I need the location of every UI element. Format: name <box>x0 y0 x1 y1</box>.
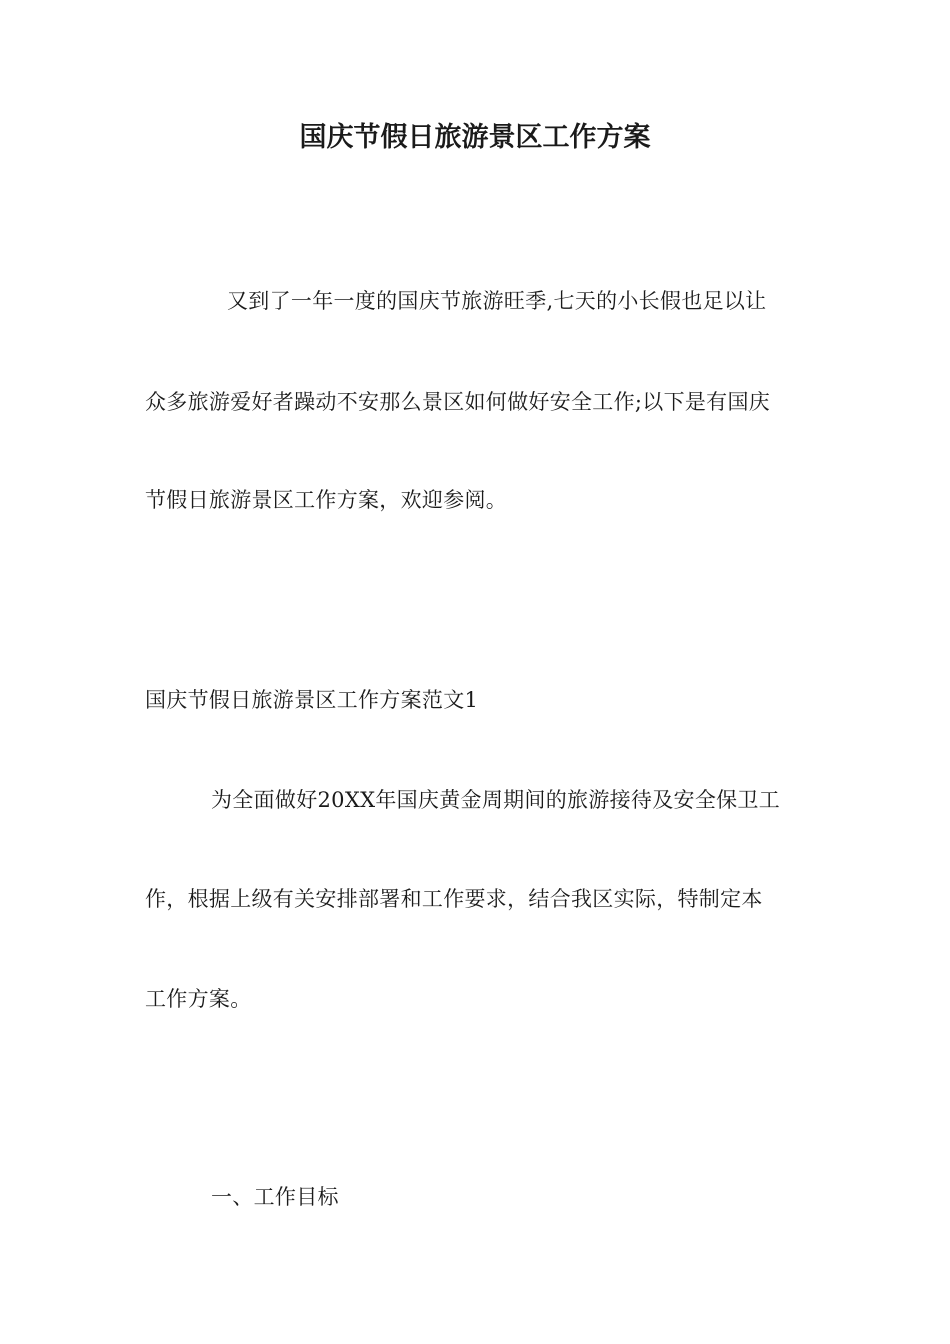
body-line-3: 工作方案。 <box>145 987 252 1011</box>
body-line-2: 作，根据上级有关安排部署和工作要求，结合我区实际，特制定本 <box>145 887 763 911</box>
intro-line-1: 又到了一年一度的国庆节旅游旺季,七天的小长假也足以让 <box>227 289 767 313</box>
section-heading: 国庆节假日旅游景区工作方案范文1 <box>145 688 479 712</box>
subheading: 一、工作目标 <box>211 1185 339 1209</box>
document-title: 国庆节假日旅游景区工作方案 <box>299 122 651 153</box>
body-line-1: 为全面做好20XX年国庆黄金周期间的旅游接待及安全保卫工 <box>211 788 781 812</box>
intro-line-3: 节假日旅游景区工作方案，欢迎参阅。 <box>145 488 508 512</box>
intro-line-2: 众多旅游爱好者躁动不安那么景区如何做好安全工作;以下是有国庆 <box>145 390 771 414</box>
